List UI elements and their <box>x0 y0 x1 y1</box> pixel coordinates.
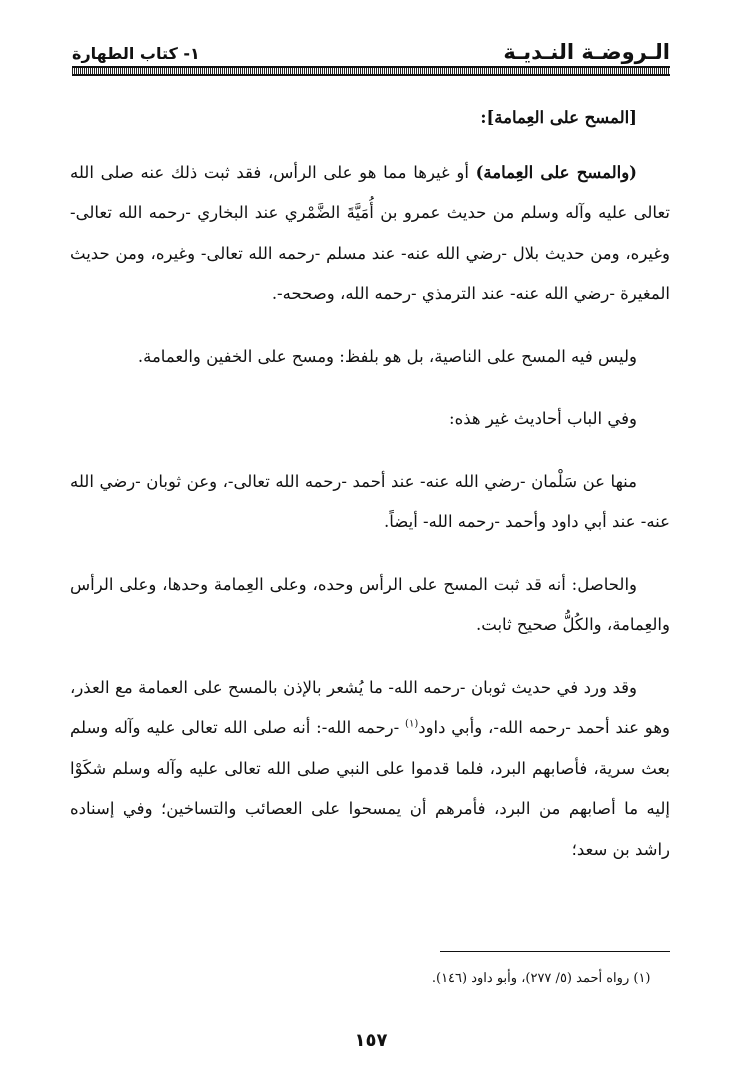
paragraph-1 <box>70 153 670 315</box>
book-title: الـروضـة النـديـة <box>503 40 670 64</box>
header-rule <box>72 66 670 76</box>
paragraph-1-text: أو غيرها مما هو على الرأس، فقد ثبت ذلك عنه صلى الله تعالى عليه وآله وسلم من حديث عمرو بن أُمَيَّةَ الضَّمْري عند البخاري -رحمه الله تعالى- وغيره، ومن حديث بلال -رضي الله عنه- عند مسلم -رحمه الله تعالى- وغيره، ومن حديث المغيرة -رضي الله عنه- عند الترمذي -رحمه الله، وصححه-. <box>70 162 670 303</box>
paragraph-1-lead: (والمسح على العِمامة) <box>475 162 637 182</box>
footnote-rule <box>440 951 670 952</box>
paragraph-4: منها عن سَلْمان -رضي الله عنه- عند أحمد -رحمه الله تعالى-، وعن ثوبان -رضي الله عنه- عند أبي داود وأحمد -رحمه الله- أيضاً. <box>70 471 670 531</box>
footnote-reference[interactable]: (١) <box>405 718 419 730</box>
running-header <box>72 34 670 66</box>
chapter-title: ١- كتاب الطهارة <box>72 44 200 63</box>
paragraph-6-text-a: وقد ورد في حديث ثوبان -رحمه الله- ما يُشعر بالإذن بالمسح على العمامة مع العذر، وهو عند أحمد -رحمه الله-، وأبي داود <box>70 677 670 737</box>
paragraph-2: وليس فيه المسح على الناصية، بل هو بلفظ: ومسح على الخفين والعمامة. <box>137 346 637 366</box>
page-number: ١٥٧ <box>354 1030 388 1051</box>
paragraph-3: وفي الباب أحاديث غير هذه: <box>449 409 637 428</box>
footnote: (١) رواه أحمد (٥/ ٢٧٧)، وأبو داود (١٤٦). <box>431 971 651 986</box>
section-heading: [المسح على العِمامة]: <box>480 108 637 127</box>
main-text <box>70 98 670 892</box>
paragraph-6-text-b: -رحمه الله-: أنه صلى الله تعالى عليه وآله وسلم بعث سرية، فأصابهم البرد، فلما قدموا على النبي صلى الله تعالى عليه وآله وسلم شكَوْا إليه ما أصابهم من البرد، فأمرهم أن يمسحوا على العصائب والتساخين؛ وفي إسناده راشد بن سعد؛ <box>70 718 670 859</box>
paragraph-6 <box>70 668 670 871</box>
paragraph-5: والحاصل: أنه قد ثبت المسح على الرأس وحده، وعلى العِمامة وحدها، وعلى الرأس والعِمامة، والكُلُّ صحيح ثابت. <box>70 574 670 634</box>
